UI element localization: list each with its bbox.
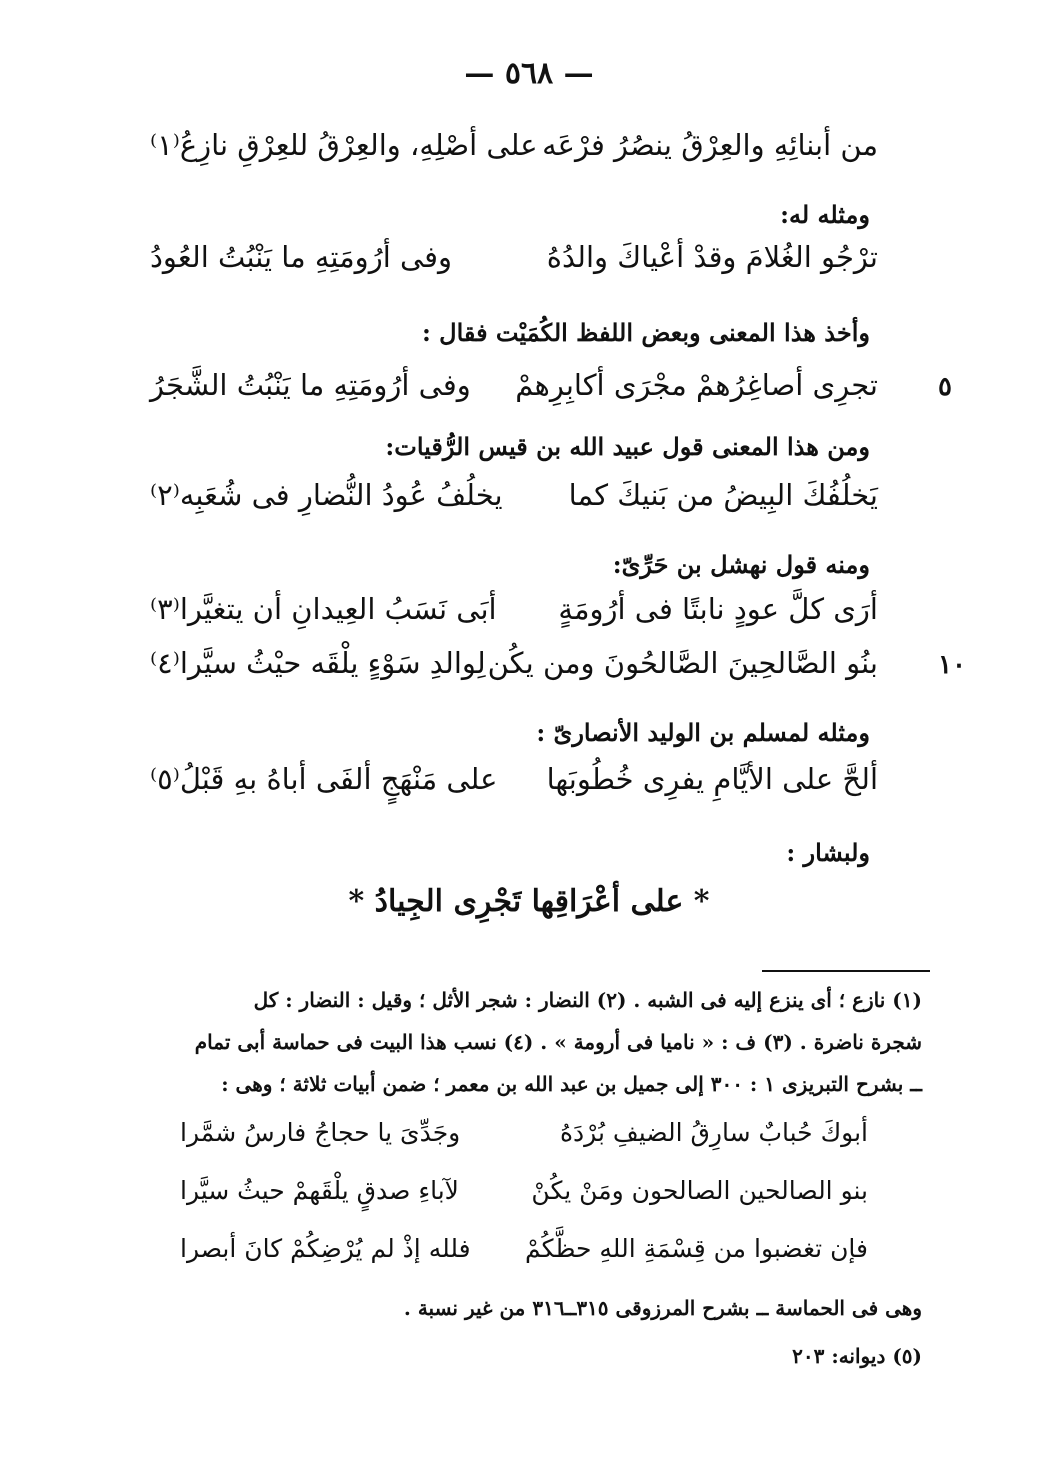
- verse-line: [150, 240, 878, 290]
- attribution-line: ولبشار :: [786, 838, 870, 867]
- second-hemistich: فلله إذْ لم يُرْضِكُمْ كانَ أبصرا: [180, 1234, 471, 1263]
- second-hemistich: يخلُفُ عُودُ النُّضارِ فى شُعَبِه⁽٢⁾: [150, 478, 503, 512]
- footnote-text: ــ بشرح التبريزى ١ : ٣٠٠ إلى جميل بن عبد الله بن معمر ؛ ضمن أبيات ثلاثة ؛ وهى :: [221, 1072, 922, 1096]
- attribution-line: ومن هذا المعنى قول عبيد الله بن قيس الرُّقيات:: [385, 432, 870, 461]
- footnote-text: (٥) ديوانه: ٢٠٣: [792, 1344, 922, 1368]
- second-hemistich: لِوالدِ سَوْءٍ يلْقَه حيْثُ سيَّرا⁽٤⁾: [150, 646, 486, 680]
- attribution-line: ومثله لمسلم بن الوليد الأنصارىّ :: [536, 718, 870, 747]
- attribution-line: ومثله له:: [780, 200, 870, 229]
- first-hemistich: ألحَّ على الأيَّامِ يفرِى خُطُوبَها: [546, 762, 878, 796]
- first-hemistich: بنُو الصَّالحِينَ الصَّالحُونَ ومن يكُن: [487, 646, 878, 680]
- line-number: ٥: [938, 372, 952, 402]
- verse-line: [150, 646, 878, 696]
- second-hemistich: على مَنْهَجٍ ألفَى أباهُ بهِ قَبْلُ⁽٥⁾: [150, 762, 498, 796]
- page-number: — ٥٦٨ —: [464, 56, 594, 91]
- first-hemistich: أرَى كلَّ عودٍ نابتًا فى أرُومَةٍ: [558, 592, 878, 626]
- attribution-line: وأخذ هذا المعنى وبعض اللفظ الكُمَيْت فقال :: [421, 318, 870, 347]
- footnote-divider: [762, 970, 930, 972]
- second-hemistich: أبَى نَسَبُ العِيدانِ أن يتغيَّرا⁽٣⁾: [150, 592, 497, 626]
- first-hemistich: أبوكَ حُبابٌ سارِقُ الضيفِ بُرْدَهُ: [559, 1118, 868, 1147]
- second-hemistich: وجَدِّىَ يا حجاجُ فارسُ شمَّرا: [180, 1118, 461, 1147]
- footnote-verse-line: [180, 1234, 868, 1278]
- first-hemistich: فإن تغضبوا من قِسْمَةِ اللهِ حظَّكُمْ: [525, 1234, 868, 1263]
- verse-line: [150, 368, 878, 418]
- first-hemistich: يَخلُفُكَ البِيضُ من بَنيكَ كما: [568, 478, 878, 512]
- footnote-verse-line: [180, 1176, 868, 1220]
- footnote-text: (١) نازع ؛ أى ينزع إليه فى الشبه . (٢) النضار : شجر الأثل ؛ وقيل : النضار : كل: [253, 988, 922, 1012]
- attribution-line: ومنه قول نهشل بن حَرِّىّ:: [612, 550, 870, 579]
- first-hemistich: من أبنائِهِ والعِرْقُ ينصُرُ فرْعَه: [542, 128, 878, 162]
- footnote-verse-line: [180, 1118, 868, 1162]
- first-hemistich: تجرِى أصاغِرُهمْ مجْرَى أكابِرِهمْ: [515, 368, 878, 402]
- verse-line: [150, 478, 878, 528]
- footnote-text: وهى فى الحماسة ــ بشرح المرزوقى ٣١٥ــ٣١٦ من غير نسبة .: [403, 1296, 922, 1320]
- line-number: ١٠: [938, 650, 966, 680]
- footnote-text: شجرة ناضرة . (٣) ف : « ناميا فى أرومة » . (٤) نسب هذا البيت فى حماسة أبى تمام: [194, 1030, 922, 1054]
- verse-line: [150, 762, 878, 812]
- first-hemistich: بنو الصالحين الصالحون ومَنْ يكُنْ: [531, 1176, 868, 1205]
- second-hemistich: وفى أرُومَتِهِ ما يَنْبُتُ الشَّجَرُ: [150, 368, 471, 402]
- first-hemistich: ترْجُو الغُلامَ وقدْ أعْياكَ والدُهُ: [546, 240, 878, 274]
- verse-line: [150, 128, 878, 178]
- second-hemistich: على أصْلِهِ، والعِرْقُ للعِرْقِ نازِعُ⁽١⁾: [150, 128, 538, 162]
- single-hemistich: * على أعْرَاقِها تَجْرِى الجِيادُ *: [348, 884, 710, 919]
- verse-line: [150, 592, 878, 642]
- second-hemistich: لآباءِ صدقٍ يلْقَهمْ حيثُ سيَّرا: [180, 1176, 459, 1205]
- second-hemistich: وفى أرُومَتِهِ ما يَنْبُتُ العُودُ: [150, 240, 453, 274]
